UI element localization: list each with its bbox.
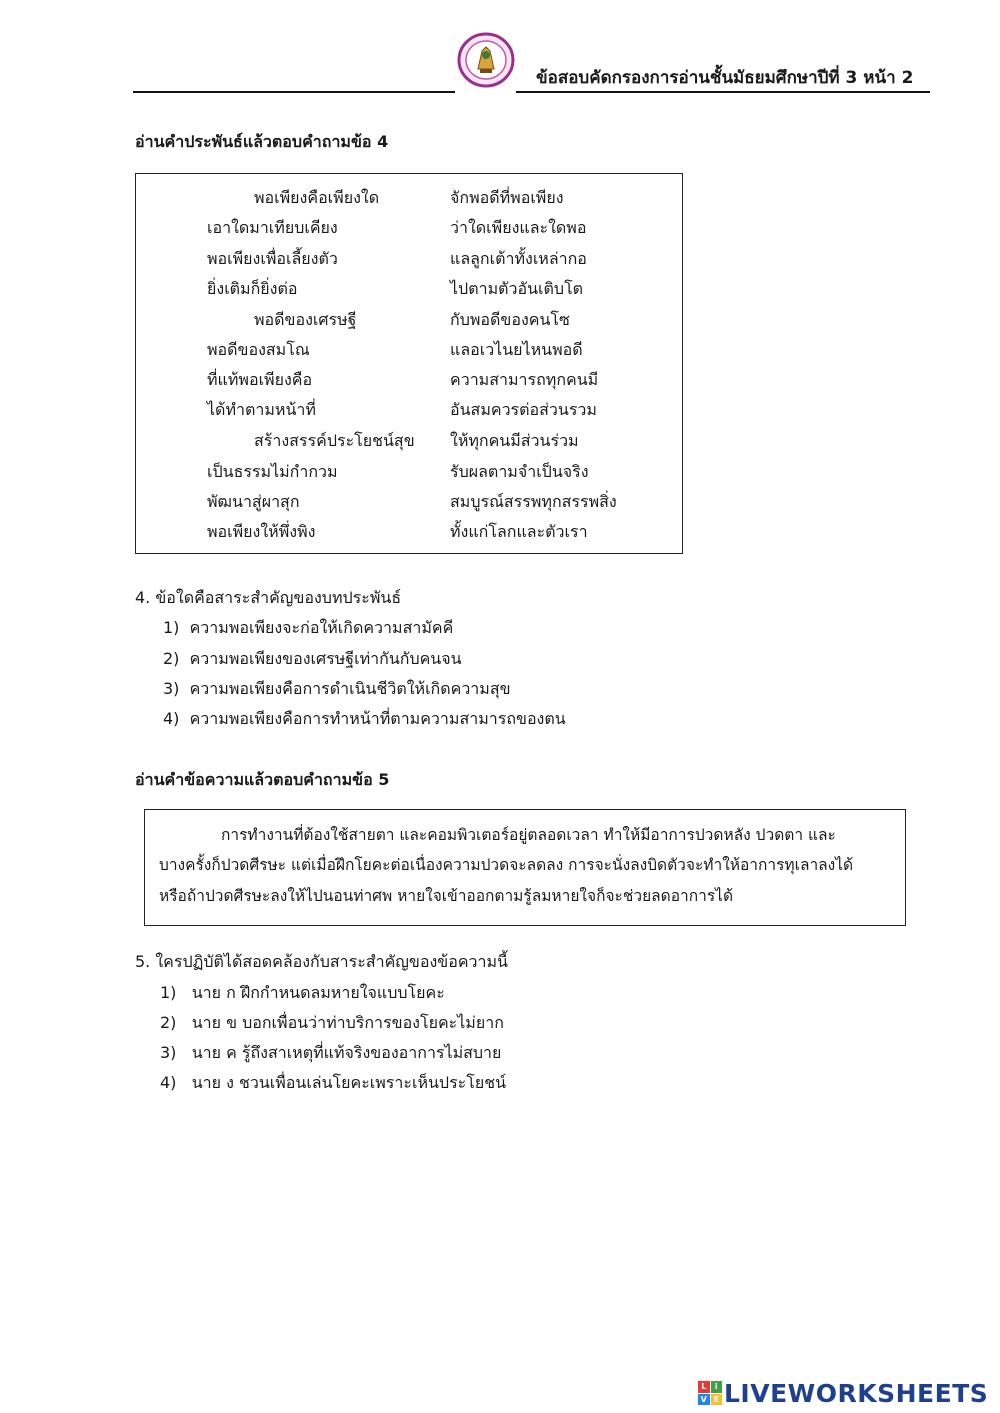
poem-line-right: ให้ทุกคนมีส่วนร่วม — [450, 431, 579, 450]
q5-choice-3[interactable] — [160, 1041, 501, 1066]
q5-choice-1[interactable] — [160, 981, 445, 1006]
choice-text: ความพอเพียงคือการทำหน้าที่ตามความสามารถของตน — [189, 709, 566, 728]
liveworksheets-brand[interactable] — [698, 1378, 988, 1408]
poem-line-right: ไปตามตัวอันเติบโต — [450, 279, 584, 298]
question-4: 4. ข้อใดคือสาระสำคัญของบทประพันธ์ — [135, 588, 402, 607]
poem-line-right: สมบูรณ์สรรพทุกสรรพสิ่ง — [450, 492, 617, 511]
passage-line: การทำงานที่ต้องใช้สายตา และคอมพิวเตอร์อยู่ตลอดเวลา ทำให้มีอาการปวดหลัง ปวดตา และ — [221, 826, 836, 844]
brand-text: LIVEWORKSHEETS — [724, 1378, 989, 1408]
choice-text: นาย ก ฝึกกำหนดลมหายใจแบบโยคะ — [191, 983, 445, 1002]
liveworksheets-logo-icon — [698, 1381, 722, 1405]
q5-choice-2[interactable] — [160, 1011, 504, 1036]
school-logo — [456, 31, 516, 89]
choice-text: ความพอเพียงของเศรษฐีเท่ากันกับคนจน — [189, 649, 462, 668]
choice-number: 1) — [160, 983, 177, 1002]
choice-text: นาย ค รู้ถึงสาเหตุที่แท้จริงของอาการไม่สบาย — [191, 1043, 502, 1062]
poem-line-left: ยิ่งเติมก็ยิ่งต่อ — [207, 279, 298, 298]
choice-number: 3) — [163, 679, 180, 698]
brand-icon-letter: V — [698, 1394, 710, 1406]
q4-choice-2[interactable] — [163, 647, 462, 672]
choice-text: นาย ข บอกเพื่อนว่าท่าบริการของโยคะไม่ยาก — [191, 1013, 504, 1032]
choice-number: 3) — [160, 1043, 177, 1062]
section5-title: อ่านคำข้อความแล้วตอบคำถามข้อ 5 — [135, 770, 390, 789]
poem-line-right: ว่าใดเพียงและใดพอ — [450, 218, 587, 237]
poem-line-left: พอเพียงให้พึ่งพิง — [207, 522, 316, 541]
header-rule-right — [516, 91, 930, 93]
brand-icon-letter: i — [711, 1381, 723, 1393]
poem-line-left: ที่แท้พอเพียงคือ — [207, 370, 313, 389]
choice-number: 2) — [163, 649, 180, 668]
passage-line: หรือถ้าปวดศีรษะลงให้ไปนอนท่าศพ หายใจเข้าออกตามรู้ลมหายใจก็จะช่วยลดอาการได้ — [159, 887, 734, 905]
q4-choice-4[interactable] — [163, 707, 566, 732]
poem-line-right: แลลูกเต้าทั้งเหล่ากอ — [450, 249, 587, 268]
q4-choice-3[interactable] — [163, 677, 511, 702]
poem-line-left: พอดีของสมโณ — [207, 340, 310, 359]
choice-text: ความพอเพียงจะก่อให้เกิดความสามัคคี — [189, 618, 454, 637]
brand-icon-letter: E — [711, 1394, 723, 1406]
choice-number: 2) — [160, 1013, 177, 1032]
poem-line-left: สร้างสรรค์ประโยชน์สุข — [254, 431, 415, 450]
choice-number: 4) — [160, 1073, 177, 1092]
poem-line-left: ได้ทำตามหน้าที่ — [207, 400, 316, 419]
choice-number: 4) — [163, 709, 180, 728]
brand-icon-letter: L — [698, 1381, 710, 1393]
poem-line-right: ความสามารถทุกคนมี — [450, 370, 599, 389]
header-title: ข้อสอบคัดกรองการอ่านชั้นมัธยมศึกษาปีที่ 3 หน้า 2 — [536, 68, 914, 88]
poem-line-left: พัฒนาสู่ผาสุก — [207, 492, 300, 511]
poem-line-left: พอดีของเศรษฐี — [254, 310, 357, 329]
section4-title: อ่านคำประพันธ์แล้วตอบคำถามข้อ 4 — [135, 132, 389, 151]
poem-line-right: ทั้งแก่โลกและตัวเรา — [450, 522, 588, 541]
poem-line-left: พอเพียงเพื่อเลี้ยงตัว — [207, 249, 338, 268]
poem-line-right: รับผลตามจำเป็นจริง — [450, 462, 589, 481]
passage-line: บางครั้งก็ปวดศีรษะ แต่เมื่อฝึกโยคะต่อเนื่องความปวดจะลดลง การจะนั่งลงบิดตัวจะทำให้อาการทุเลาลงได้ — [159, 856, 854, 874]
poem-line-left: เอาใดมาเทียบเคียง — [207, 218, 338, 237]
question-5: 5. ใครปฏิบัติได้สอดคล้องกับสาระสำคัญของข้อความนี้ — [135, 952, 508, 971]
choice-text: ความพอเพียงคือการดำเนินชีวิตให้เกิดความสุข — [189, 679, 511, 698]
q4-choice-1[interactable] — [163, 616, 453, 641]
poem-line-left: เป็นธรรมไม่กำกวม — [207, 462, 338, 481]
poem-line-left: พอเพียงคือเพียงใด — [254, 188, 380, 207]
passage-box — [144, 809, 906, 926]
poem-line-right: กับพอดีของคนโซ — [450, 310, 570, 329]
choice-number: 1) — [163, 618, 180, 637]
poem-box — [135, 173, 683, 554]
q5-choice-4[interactable] — [160, 1071, 506, 1096]
poem-line-right: จักพอดีที่พอเพียง — [450, 188, 564, 207]
poem-line-right: แลอเวไนยไหนพอดี — [450, 340, 583, 359]
poem-line-right: อันสมควรต่อส่วนรวม — [450, 400, 597, 419]
header-rule-left — [133, 91, 455, 93]
choice-text: นาย ง ชวนเพื่อนเล่นโยคะเพราะเห็นประโยชน์ — [191, 1073, 507, 1092]
